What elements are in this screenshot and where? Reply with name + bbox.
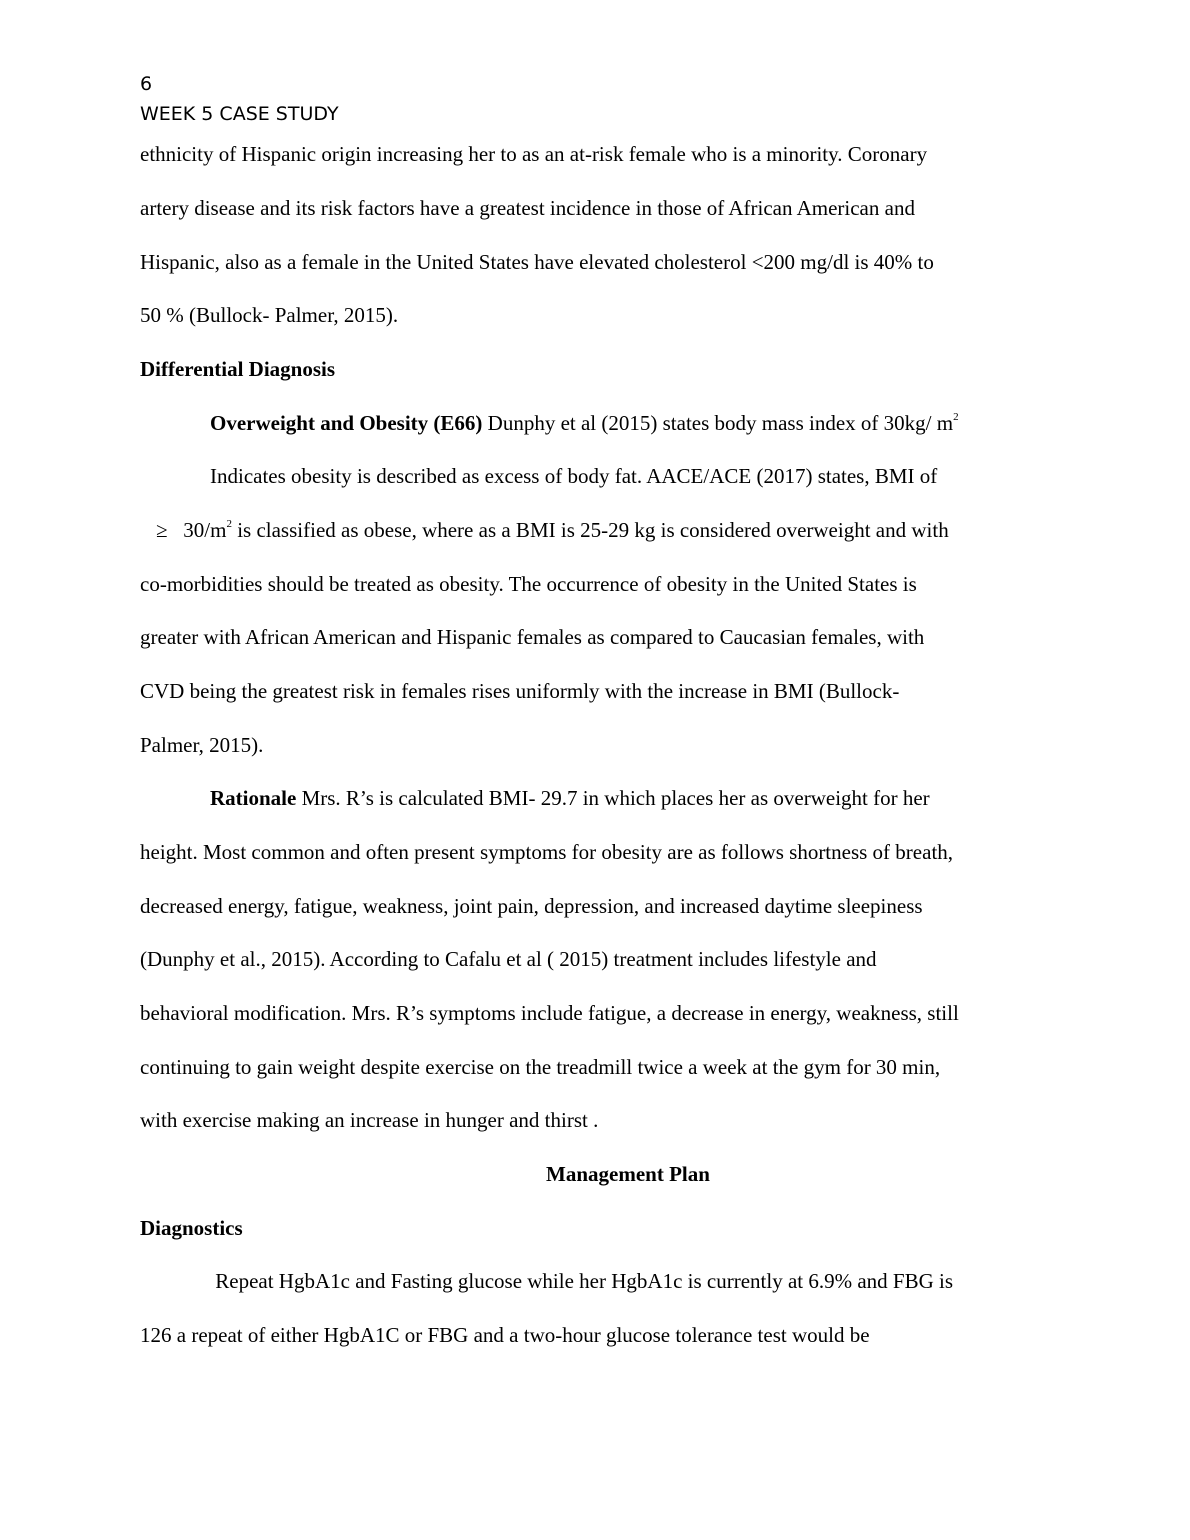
- section-heading-management-plan: Management Plan: [546, 1162, 710, 1186]
- subsection-heading-diagnostics: Diagnostics: [140, 1216, 243, 1240]
- text-line: with exercise making an increase in hunger and thirst .: [140, 1108, 599, 1132]
- text-line: continuing to gain weight despite exercise on the treadmill twice a week at the gym for 30 min,: [140, 1055, 941, 1079]
- text-line: Hispanic, also as a female in the United States have elevated cholesterol <200 mg/dl is 40% to: [140, 250, 934, 274]
- rationale-label: Rationale: [210, 786, 297, 810]
- text-line: artery disease and its risk factors have a greatest incidence in those of African American and: [140, 196, 915, 220]
- section-heading-differential-diagnosis: Differential Diagnosis: [140, 357, 336, 381]
- text-line: ethnicity of Hispanic origin increasing her to as an at-risk female who is a minority. Coronary: [140, 142, 928, 166]
- text-line: CVD being the greatest risk in females rises uniformly with the increase in BMI (Bullock-: [140, 679, 900, 703]
- text-line: (Dunphy et al., 2015). According to Cafalu et al ( 2015) treatment includes lifestyle and: [140, 947, 877, 971]
- text-line: Rationale Mrs. R’s is calculated BMI- 29.7 in which places her as overweight for her: [210, 786, 930, 810]
- text-line: Overweight and Obesity (E66) Dunphy et al (2015) states body mass index of 30kg/ $m^2$: [210, 411, 959, 435]
- text-line: height. Most common and often present symptoms for obesity are as follows shortness of breath,: [140, 840, 954, 864]
- page-number: 6: [140, 73, 153, 95]
- text-line: 50 % (Bullock- Palmer, 2015).: [140, 303, 399, 327]
- text-line: decreased energy, fatigue, weakness, joint pain, depression, and increased daytime sleepiness: [140, 894, 923, 918]
- text-line: Repeat HgbA1c and Fasting glucose while her HgbA1c is currently at 6.9% and FBG is: [210, 1269, 954, 1293]
- text-line: behavioral modification. Mrs. R’s symptoms include fatigue, a decrease in energy, weakness, still: [140, 1001, 959, 1025]
- text-line: greater with African American and Hispanic females as compared to Caucasian females, with: [140, 625, 925, 649]
- text-line: co-morbidities should be treated as obesity. The occurrence of obesity in the United States is: [140, 572, 917, 596]
- obesity-label: Overweight and Obesity (E66): [210, 411, 483, 435]
- running-head: WEEK 5 CASE STUDY: [140, 103, 339, 125]
- text-line: Palmer, 2015).: [140, 733, 264, 757]
- text-line: 126 a repeat of either HgbA1C or FBG and a two-hour glucose tolerance test would be: [140, 1323, 870, 1347]
- text-line: ≥ $30/m^2$ is classified as obese, where as a BMI is 25-29 kg is considered overweight and with: [156, 518, 949, 542]
- text-line: Indicates obesity is described as excess of body fat. AACE/ACE (2017) states, BMI of: [210, 464, 938, 488]
